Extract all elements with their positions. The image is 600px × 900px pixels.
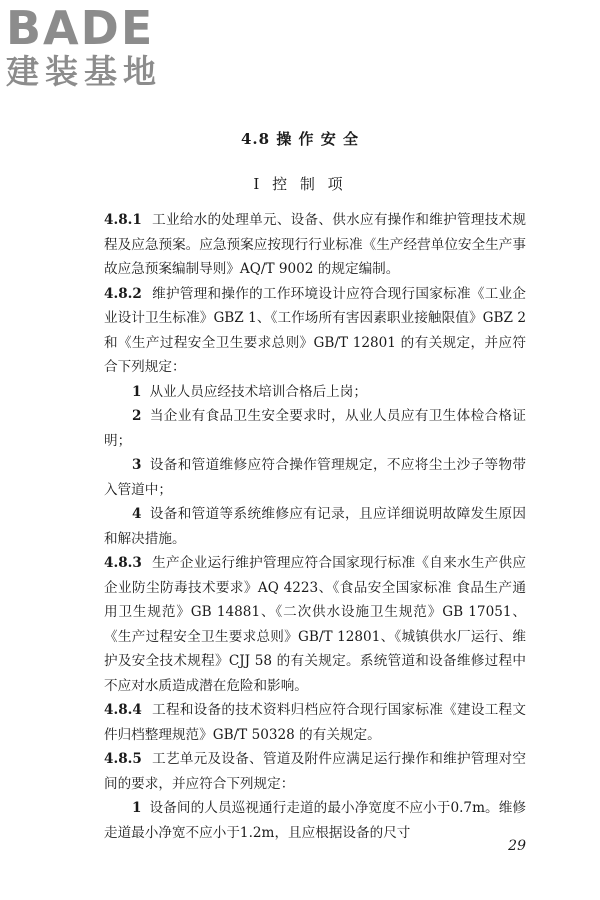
item-text: 从业人员应经技术培训合格后上岗； <box>149 383 367 400</box>
item-text: 当企业有食品卫生安全要求时，从业人员应有卫生体检合格证明； <box>104 408 526 449</box>
clause <box>104 282 526 380</box>
logo <box>6 1 186 96</box>
clause-number: 4.8.4 <box>104 702 142 718</box>
list-item <box>104 453 526 502</box>
item-text: 设备间的人员巡视通行走道的最小净宽度不应小于0.7m。维修走道最小净宽不应小于1.2m，且应根据设备的尺寸 <box>104 800 526 841</box>
clause <box>104 747 526 796</box>
clause-number: 4.8.1 <box>104 212 142 228</box>
clause-number: 4.8.3 <box>104 555 142 571</box>
clause <box>104 698 526 747</box>
sub-title: Ⅰ 控 制 项 <box>253 175 347 193</box>
item-number: 1 <box>132 383 142 400</box>
clause-number: 4.8.2 <box>104 285 142 302</box>
logo-wordmark: BADE <box>6 1 155 55</box>
clause-text: 工艺单元及设备、管道及附件应满足运行操作和维护管理对空间的要求，并应符合下列规定： <box>104 751 526 792</box>
item-number: 2 <box>132 408 142 424</box>
clause-text: 工业给水的处理单元、设备、供水应有操作和维护管理技术规程及应急预案。应急预案应按现行行业标准《生产经营单位安全生产事故应急预案编制导则》AQ/T 9002 的规定编制。 <box>104 212 526 277</box>
clause-text: 维护管理和操作的工作环境设计应符合现行国家标准《工业企业设计卫生标准》GBZ 1、《工作场所有害因素职业接触限值》GBZ 2 和《生产过程安全卫生要求总则》GB/T 12801 的有关规定，并应符合下列规定： <box>104 285 526 375</box>
item-number: 1 <box>132 800 142 816</box>
list-item <box>104 796 526 845</box>
section-title: 4.8 操 作 安 全 <box>241 130 359 148</box>
list-item <box>104 404 526 453</box>
clause <box>104 208 526 282</box>
document-body <box>104 208 526 845</box>
clause-number: 4.8.5 <box>104 751 142 767</box>
item-text: 设备和管道维修应符合操作管理规定，不应将尘土沙子等物带入管道中； <box>104 457 526 498</box>
clause-text: 工程和设备的技术资料归档应符合现行国家标准《建设工程文件归档整理规范》GB/T 50328 的有关规定。 <box>104 702 526 743</box>
item-text: 设备和管道等系统维修应有记录，且应详细说明故障发生原因和解决措施。 <box>104 506 526 547</box>
item-number: 4 <box>132 506 142 522</box>
item-number: 3 <box>132 457 142 473</box>
list-item <box>104 502 526 551</box>
clause <box>104 551 526 698</box>
clause-text: 生产企业运行维护管理应符合国家现行标准《自来水生产供应企业防尘防毒技术要求》AQ 4223、《食品安全国家标准 食品生产通用卫生规范》GB 14881、《二次供水设施卫生规范》GB 17051、《生产过程安全卫生要求总则》GB/T 12801、《城镇供水厂运行、维护及安全技术规程》CJJ 58 的有关规定。系统管道和设备维修过程中不应对水质造成潜在危险和影响。 <box>104 555 526 694</box>
logo-chinese: 建装基地 <box>6 52 162 91</box>
page-number: 29 <box>508 838 526 854</box>
list-item <box>104 380 526 405</box>
